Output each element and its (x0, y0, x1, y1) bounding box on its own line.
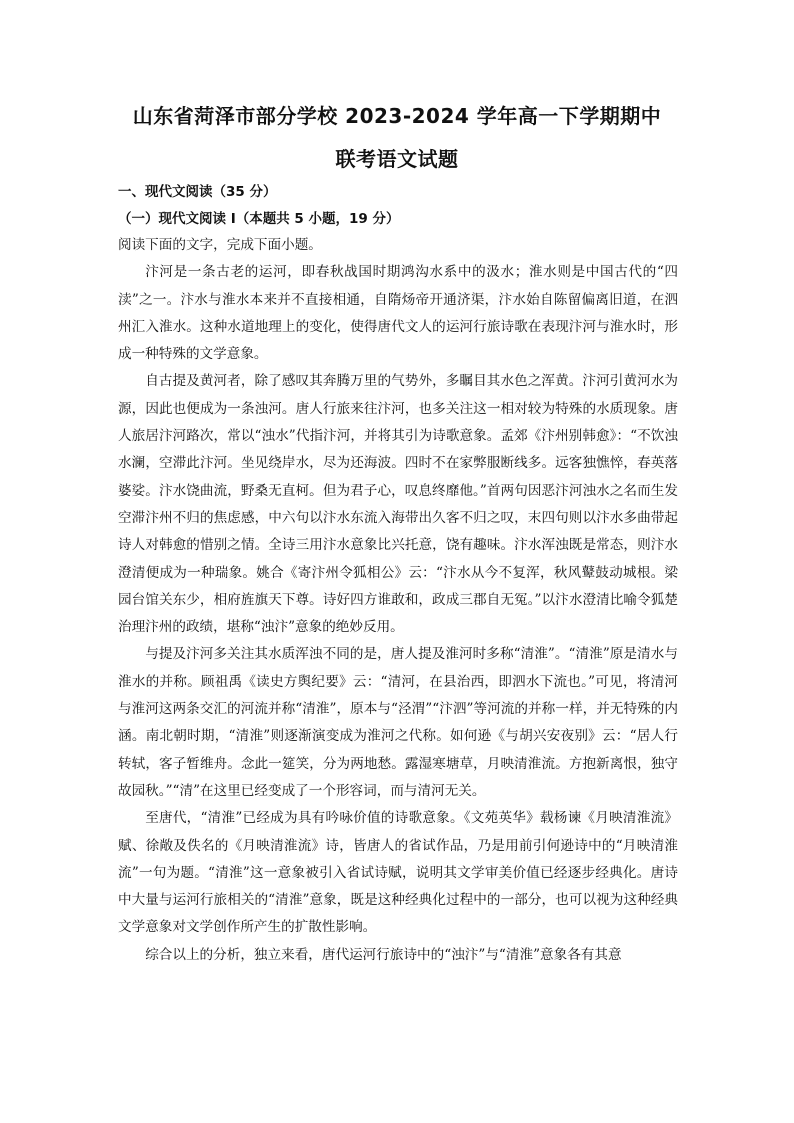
document-title: 山东省菏泽市部分学校 2023-2024 学年高一下学期期中 (132, 104, 662, 128)
subsection-heading: （一）现代文阅读 I（本题共 5 小题，19 分） (118, 211, 400, 227)
paragraph-2: 自古提及黄河者，除了感叹其奔腾万里的气势外，多瞩目其水色之浑黄。汴河引黄河水为源，因此也便成为一条浊河。唐人行旅来往汴河，也多关注这一相对较为特殊的水质现象。唐人旅居汴河路次，常以“浊水”代指汴河，并将其引为诗歌意象。孟郊《汴州别韩愈》：“不饮浊水澜，空滞此汴河。坐见绕岸水，尽为还海波。四时不在家弊服断线多。远客独憔悴，春英落婆娑。汴水饶曲流，野桑无直柯。但为君子心，叹息终靡他。”首两句因恶汴河浊水之名而生发空滞汴州不归的焦虑感，中六句以汴水东流入海带出久客不归之叹，末四句则以汴水多曲带起诗人对韩愈的惜别之情。全诗三用汴水意象比兴托意，饶有趣味。汴水浑浊既是常态，则汴水澄清便成为一种瑞象。姚合《寄汴州令狐相公》云：“汴水从今不复浑，秋风鼙鼓动城根。梁园台馆关东少，相府旌旗天下尊。诗好四方谁敢和，政成三郡自无冤。”以汴水澄清比喻令狐楚治理汴州的政绩，堪称“浊汴”意象的绝妙反用。 (118, 373, 678, 636)
paragraph-5: 综合以上的分析，独立来看，唐代运河行旅诗中的“浊汴”与“清淮”意象各有其意 (145, 946, 622, 963)
passage-body (118, 232, 678, 969)
paragraph-3: 与提及汴河多关注其水质浑浊不同的是，唐人提及淮河时多称“清淮”。“清淮”原是清水与淮水的并称。顾祖禹《读史方舆纪要》云：“清河，在县治西，即泗水下流也。”可见，将清河与淮河这两条交汇的河流并称“清淮”，原本与“泾渭”“汴泗”等河流的并称一样，并无特殊的内涵。南北朝时期，“清淮”则逐渐演变成为淮河之代称。如何逊《与胡兴安夜别》云：“居人行转轼，客子暂维舟。念此一筵笑，分为两地愁。露湿寒塘草，月映清淮流。方抱新离恨，独守故园秋。”“清”在这里已经变成了一个形容词，而与清河无关。 (118, 646, 678, 799)
instruction: 阅读下面的文字，完成下面小题。 (118, 237, 322, 253)
paragraph-1: 汴河是一条古老的运河，即春秋战国时期鸿沟水系中的汲水；淮水则是中国古代的“四渎”之一。汴水与淮水本来并不直接相通，自隋炀帝开通济渠，汴水始自陈留偏离旧道，在泗州汇入淮水。这种水道地理上的变化，使得唐代文人的运河行旅诗歌在表现汴河与淮水时，形成一种特殊的文学意象。 (118, 264, 678, 363)
section-heading: 一、现代文阅读（35 分） (118, 184, 277, 200)
paragraph-4: 至唐代，“清淮”已经成为具有吟咏价值的诗歌意象。《文苑英华》载杨谏《月映清淮流》赋、徐敞及佚名的《月映清淮流》诗，皆唐人的省试作品，乃是用前引何逊诗中的“月映清淮流”一句为题。“清淮”这一意象被引入省试诗赋，说明其文学审美价值已经逐步经典化。唐诗中大量与运河行旅相关的“清淮”意象，既是这种经典化过程中的一部分，也可以视为这种经典文学意象对文学创作所产生的扩散性影响。 (118, 810, 678, 936)
document-subtitle: 联考语文试题 (335, 147, 459, 171)
